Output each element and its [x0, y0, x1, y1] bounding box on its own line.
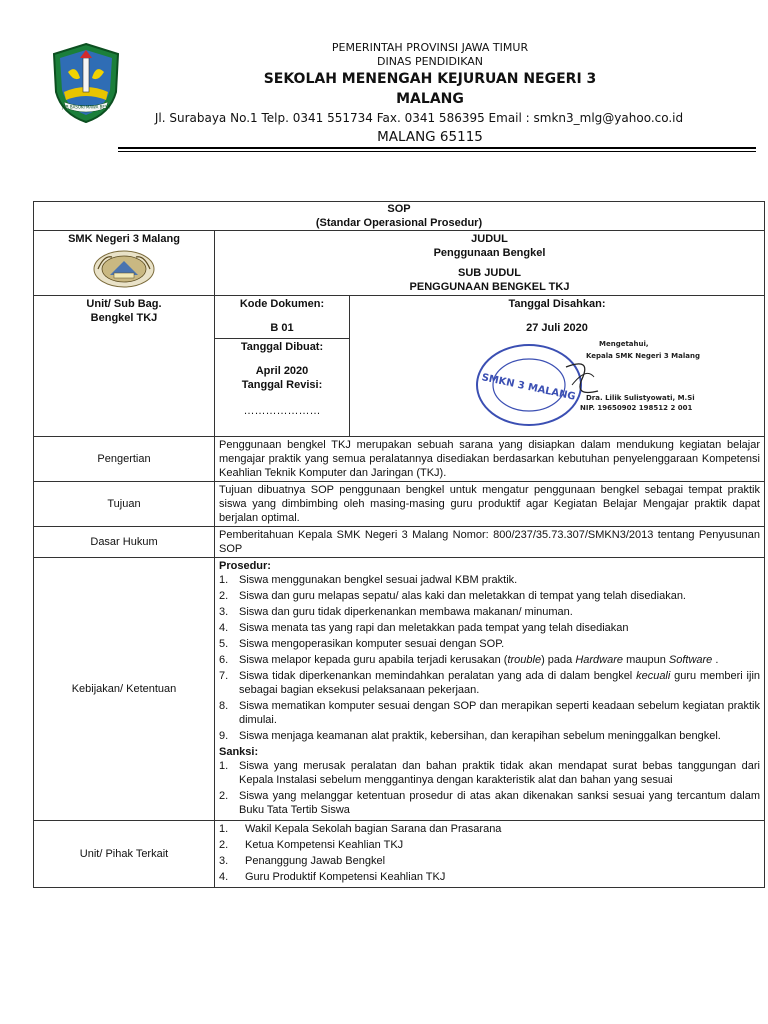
sop-subtitle: (Standar Operasional Prosedur)	[315, 217, 483, 229]
list-item: 1. Siswa yang merusak peralatan dan bahan praktik tidak akan mendapat surat bebas tanggungan dari Kepala Instalasi sebelum menggantinya dengan karakteristik alat dan bahan yang sesuai	[219, 760, 760, 786]
header-rule-thin	[118, 151, 756, 152]
subjudul-label: SUB JUDUL	[458, 267, 521, 279]
list-item: 2. Ketua Kompetensi Keahlian TKJ	[219, 839, 404, 851]
list-item: 2. Siswa dan guru melapas sepatu/ alas kaki dan meletakkan di tempat yang telah disediakan.	[219, 590, 686, 602]
list-item: 2. Siswa yang melanggar ketentuan prosedur di atas akan dikenakan sanksi sesuai yang tercantum dalam Buku Tata Tertib Siswa	[219, 790, 760, 816]
dasar-hukum-text: Pemberitahuan Kepala SMK Negeri 3 Malang Nomor: 800/237/35.73.307/SMKN3/2013 tentang Penyusunan SOP	[215, 527, 765, 558]
unit-terkait-list	[219, 822, 760, 884]
tujuan-text: Tujuan dibuatnya SOP penggunaan bengkel untuk mengatur penggunaan bengkel sebagai tempat praktik siswa yang dimbimbing oleh masing-masing guru produktif agar Kegiatan Belajar Mengajar praktik dapat berjalan optimal.	[215, 482, 765, 527]
sop-table	[33, 201, 765, 888]
sop-title-row	[34, 202, 765, 231]
sanksi-list	[219, 759, 760, 817]
list-item: 4. Siswa menata tas yang rapi dan meletakkan pada tempat yang telah disediakan	[219, 622, 629, 634]
judul-label: JUDUL	[471, 233, 508, 245]
sop-school-row	[34, 231, 765, 296]
header-postcode: MALANG 65115	[377, 129, 483, 145]
revisi-value: …………………	[243, 405, 321, 417]
dasar-hukum-row	[34, 527, 765, 558]
list-item: 7. Siswa tidak diperkenankan memindahkan peralatan yang ada di dalam bengkel kecuali guru memberi ijin sebagai bagian eksekusi pelaksanaan pekerjaan.	[219, 670, 761, 696]
kebijakan-label: Kebijakan/ Ketentuan	[34, 558, 215, 821]
sign-name: Dra. Lilik Sulistyowati, M.Si	[586, 394, 695, 402]
sanksi-label: Sanksi:	[219, 746, 259, 758]
list-item: 3. Siswa dan guru tidak diperkenankan membawa makanan/ minuman.	[219, 606, 573, 618]
header-address: Jl. Surabaya No.1 Telp. 0341 551734 Fax. 0341 586395 Email : smkn3_mlg@yahoo.co.id	[154, 111, 684, 125]
judul-value: Penggunaan Bengkel	[433, 247, 546, 259]
stamp-text: SMKN 3 MALANG	[480, 372, 577, 403]
list-item: 6. Siswa melapor kepada guru apabila terjadi kerusakan (trouble) pada Hardware maupun Software .	[219, 654, 719, 666]
sop-title: SOP	[387, 203, 411, 215]
dibuat-value: April 2020	[255, 365, 309, 377]
revisi-label: Tanggal Revisi:	[241, 379, 323, 391]
unit-label: Unit/ Sub Bag.	[86, 298, 162, 310]
list-item: 1. Siswa menggunakan bengkel sesuai jadwal KBM praktik.	[219, 574, 518, 586]
unit-value: Bengkel TKJ	[90, 312, 158, 324]
unit-terkait-label: Unit/ Pihak Terkait	[34, 821, 215, 888]
list-item: 1. Wakil Kepala Sekolah bagian Sarana dan Prasarana	[219, 823, 502, 835]
list-item: 4. Guru Produktif Kompetensi Keahlian TKJ	[219, 871, 446, 883]
header-city: MALANG	[396, 91, 464, 107]
dasar-hukum-label: Dasar Hukum	[34, 527, 215, 558]
header-line-2: DINAS PENDIDIKAN	[377, 55, 483, 68]
tujuan-row	[34, 482, 765, 527]
list-item: 9. Siswa menjaga keamanan alat praktik, kebersihan, dan kerapihan sebelum meninggalkan bengkel.	[219, 730, 721, 742]
disahkan-value: 27 Juli 2020	[526, 322, 588, 334]
letterhead-text	[130, 40, 730, 147]
tujuan-label: Tujuan	[34, 482, 215, 527]
subjudul-value: PENGGUNAAN BENGKEL TKJ	[409, 281, 570, 293]
pengertian-row	[34, 437, 765, 482]
list-item: 3. Penanggung Jawab Bengkel	[219, 855, 386, 867]
unit-terkait-row	[34, 821, 765, 888]
disahkan-label: Tanggal Disahkan:	[508, 298, 606, 310]
sign-role: Kepala SMK Negeri 3 Malang	[586, 352, 700, 360]
school-name: SMK Negeri 3 Malang	[68, 233, 180, 245]
pengertian-label: Pengertian	[34, 437, 215, 482]
logo-motto: JER BASUKI MAWA BEYA	[62, 104, 110, 110]
kebijakan-row	[34, 558, 765, 821]
kode-label: Kode Dokumen:	[239, 298, 325, 310]
sop-meta-row	[34, 296, 765, 437]
approval-signature-block	[354, 335, 760, 435]
sign-nip: NIP. 19650902 198512 2 001	[580, 404, 693, 412]
list-item: 5. Siswa mengoperasikan komputer sesuai dengan SOP.	[219, 638, 505, 650]
kode-value: B 01	[270, 322, 294, 334]
school-emblem-icon	[92, 249, 156, 289]
prosedur-list	[219, 573, 760, 743]
letterhead	[0, 0, 768, 155]
prosedur-label: Prosedur:	[219, 560, 271, 572]
pengertian-text: Penggunaan bengkel TKJ merupakan sebuah sarana yang disiapkan dalam mendukung kegiatan belajar mengajar praktik yang semua peralatannya disediakan berdasarkan kebutuhan penyelenggaraan Kompetensi Keahlian Teknik Komputer dan Jaringan (TKJ).	[215, 437, 765, 482]
header-line-1: PEMERINTAH PROVINSI JAWA TIMUR	[331, 41, 529, 54]
header-school-name: SEKOLAH MENENGAH KEJURUAN NEGERI 3	[263, 71, 597, 87]
dibuat-label: Tanggal Dibuat:	[240, 341, 324, 353]
list-item: 8. Siswa mematikan komputer sesuai dengan SOP dan merapikan seperti keadaan sebelum kegiatan praktik dimulai.	[219, 700, 760, 726]
header-rule-thick	[118, 147, 756, 149]
sign-mengetahui: Mengetahui,	[599, 340, 649, 348]
